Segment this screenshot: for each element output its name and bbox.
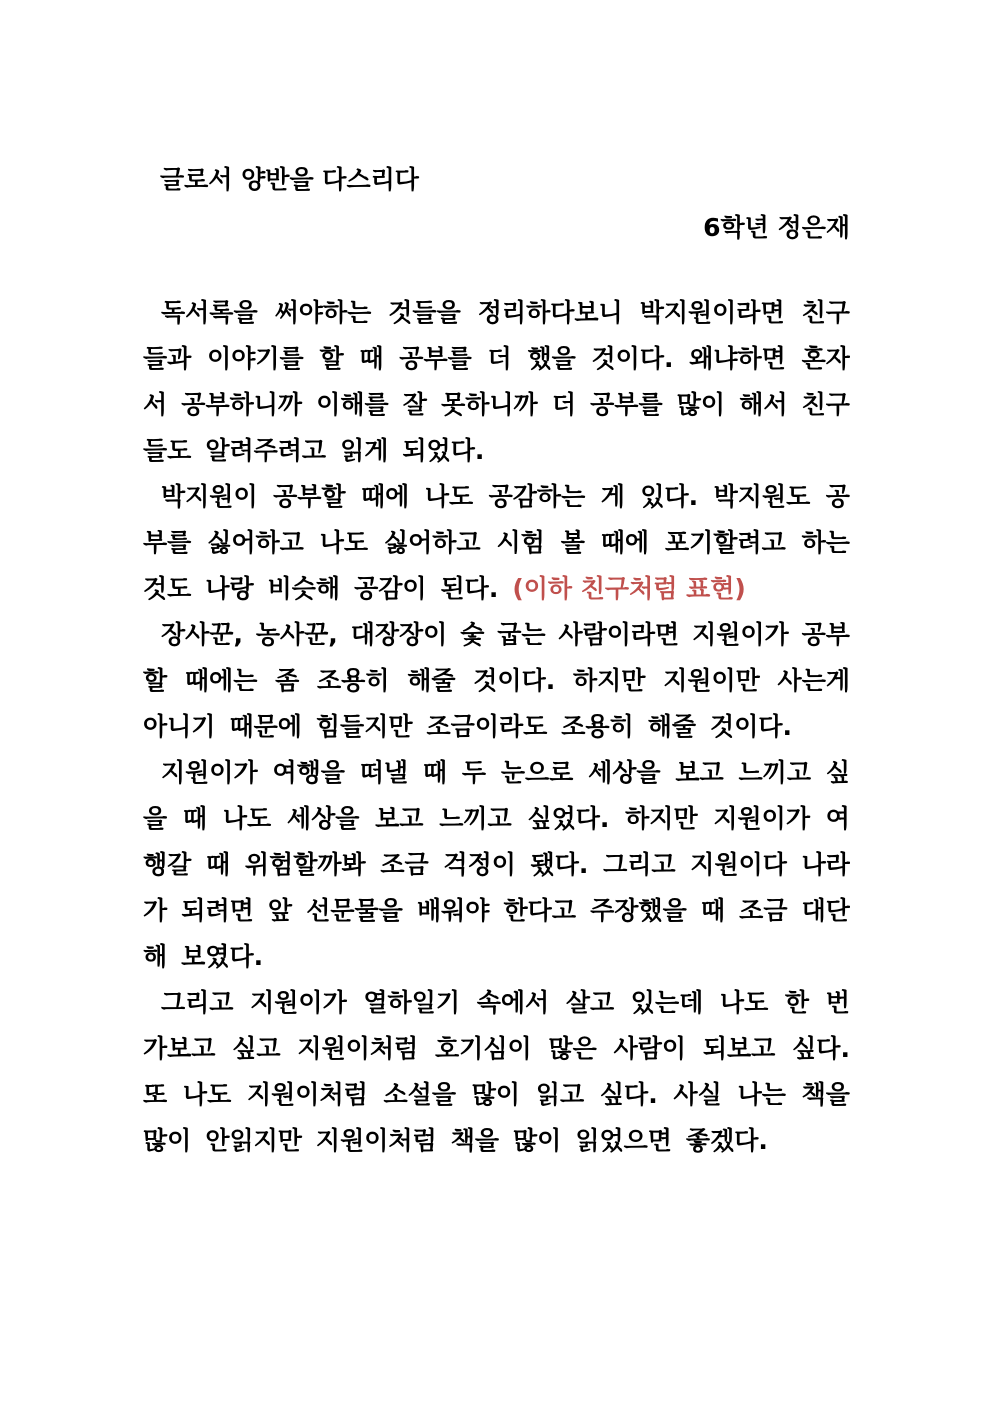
word: 때 — [700, 896, 726, 925]
text-line — [143, 474, 850, 520]
text-line — [143, 290, 850, 336]
word: 가 — [143, 896, 168, 925]
word: 장사꾼, — [161, 620, 243, 649]
word: 박지원이라면 — [639, 298, 785, 327]
word: 해줄 — [407, 666, 456, 695]
word: 여 — [825, 804, 850, 833]
word: 조금이라도 — [426, 712, 548, 741]
word: 좀 — [275, 666, 300, 695]
word: 소설을 — [383, 1080, 456, 1109]
word: 지원이처럼 — [297, 1034, 419, 1063]
document-title: 글로서 양반을 다스리다 — [160, 165, 419, 194]
word: 배워야 — [416, 896, 490, 925]
word: 보였다. — [181, 942, 264, 971]
word: 떠낼 — [359, 758, 409, 787]
word: 박지원도 — [713, 482, 811, 511]
word: 하는 — [801, 528, 850, 557]
word: 눈으로 — [500, 758, 574, 787]
word: 싫어하고 — [207, 528, 304, 557]
text-line — [143, 520, 850, 566]
text-line — [143, 336, 850, 382]
word: 한다고 — [503, 896, 576, 925]
text-line — [143, 750, 850, 796]
word: 사는게 — [777, 666, 850, 695]
word: 싶 — [825, 758, 850, 787]
word: 위험할까봐 — [244, 850, 366, 879]
word: 앞 — [267, 896, 293, 925]
word: 세상을 — [286, 804, 360, 833]
word: 해 — [143, 942, 168, 971]
word: 것도 — [143, 574, 192, 603]
word: 열하일기 — [363, 988, 461, 1017]
word: 싶었다. — [527, 804, 610, 833]
word: 비슷해 — [267, 574, 341, 603]
word: 박지원이 — [161, 482, 258, 511]
word: 조용히 — [317, 666, 390, 695]
word: 지원이다 — [690, 850, 787, 879]
word: 공부 — [801, 620, 850, 649]
word: 그리고 — [161, 988, 234, 1017]
text-line — [143, 796, 850, 842]
word: 한 — [784, 988, 810, 1017]
word: 지원이만 — [663, 666, 760, 695]
word: 싫어하고 — [383, 528, 481, 557]
word: 나라 — [801, 850, 850, 879]
word: 살고 — [565, 988, 615, 1017]
word: 행갈 — [143, 850, 192, 879]
word: 선문물을 — [306, 896, 403, 925]
text-line — [143, 1072, 850, 1118]
word: 때 — [422, 758, 448, 787]
word: 써야하는 — [274, 298, 372, 327]
word: 지원이가 — [250, 988, 347, 1017]
word: 사람이 — [613, 1034, 687, 1063]
word: 이해를 — [316, 390, 389, 419]
word: 읽고 — [535, 1080, 585, 1109]
word: 나랑 — [205, 574, 254, 603]
word: 사실 — [673, 1080, 722, 1109]
word: 것이다. — [710, 712, 792, 741]
word: 더 — [551, 390, 576, 419]
word: 지원이처럼 — [247, 1080, 368, 1109]
word: 속에서 — [476, 988, 550, 1017]
text-line — [143, 980, 850, 1026]
word: 가보고 — [143, 1034, 216, 1063]
word: 그리고 — [603, 850, 676, 879]
text-line — [143, 934, 850, 980]
word: 이야기를 — [207, 344, 304, 373]
document-author: 6학년 정은재 — [703, 213, 850, 242]
word: 공 — [825, 482, 850, 511]
word: 됐다. — [530, 850, 589, 879]
word: 공감이 — [354, 574, 427, 603]
word: 되보고 — [702, 1034, 776, 1063]
word: 싶고 — [232, 1034, 281, 1063]
word: 나도 — [424, 482, 474, 511]
word: 해줄 — [647, 712, 697, 741]
word: 공부를 — [399, 344, 472, 373]
word: 때 — [206, 850, 231, 879]
word: 지원이가 — [161, 758, 258, 787]
word: 번 — [825, 988, 850, 1017]
word: 포기할려고 — [664, 528, 786, 557]
word: 읽게 — [340, 436, 389, 465]
text-line — [143, 428, 850, 474]
word: 것들을 — [388, 298, 461, 327]
word: 숯 — [460, 620, 485, 649]
text-line — [143, 1118, 850, 1164]
word: 할 — [143, 666, 168, 695]
word: 때 — [359, 344, 384, 373]
word: 독서록을 — [161, 298, 258, 327]
paragraph — [143, 474, 850, 612]
word: 느끼고 — [738, 758, 811, 787]
word: 때에는 — [184, 666, 258, 695]
word: 부를 — [143, 528, 192, 557]
word: 왜냐하면 — [689, 344, 786, 373]
word: 또 — [143, 1080, 168, 1109]
word: 농사꾼, — [255, 620, 338, 649]
word: 시험 — [496, 528, 545, 557]
word: 많이 — [471, 1080, 521, 1109]
text-line — [143, 658, 850, 704]
word: 대장장이 — [350, 620, 448, 649]
paragraph — [143, 290, 850, 474]
word: 을 — [143, 804, 168, 833]
word: 아니기 — [143, 712, 216, 741]
word: 지원이가 — [692, 620, 789, 649]
word: 조금 — [380, 850, 429, 879]
word: 것이다. — [591, 344, 674, 373]
word: 때에 — [361, 482, 410, 511]
text-line — [143, 842, 850, 888]
word: 때에 — [600, 528, 650, 557]
word: 느끼고 — [439, 804, 512, 833]
word: 볼 — [560, 528, 585, 557]
word: 들도 — [143, 436, 192, 465]
word: 게 — [600, 482, 625, 511]
word: 것이다. — [473, 666, 556, 695]
teacher-note: (이하 친구처럼 표현) — [512, 574, 746, 603]
word: 있는데 — [630, 988, 704, 1017]
word: 된다. — [440, 574, 499, 603]
word: 호기심이 — [435, 1034, 532, 1063]
word: 보고 — [375, 804, 424, 833]
text-line — [143, 704, 850, 750]
word: 대단 — [801, 896, 850, 925]
word: 공부하니까 — [181, 390, 303, 419]
paragraph — [143, 612, 850, 750]
word: 되었다. — [402, 436, 485, 465]
word: 되려면 — [181, 896, 254, 925]
word: 많은 — [548, 1034, 597, 1063]
word: 책을 — [801, 1080, 850, 1109]
word: 하지만 — [625, 804, 698, 833]
word: 해서 — [739, 390, 788, 419]
word: 좋겠다. — [685, 1126, 768, 1155]
word: 잘 — [402, 390, 427, 419]
word: 알려주려고 — [205, 436, 327, 465]
word: 싶다. — [792, 1034, 850, 1063]
word: 여행을 — [272, 758, 345, 787]
word: 조용히 — [561, 712, 634, 741]
word: 더 — [487, 344, 512, 373]
text-line — [143, 1026, 850, 1072]
word: 많이 — [143, 1126, 192, 1155]
word: 서 — [143, 390, 168, 419]
word: 있다. — [640, 482, 699, 511]
word: 할 — [319, 344, 344, 373]
text-line — [143, 566, 850, 612]
word: 싶다. — [599, 1080, 658, 1109]
word: 했을 — [527, 344, 576, 373]
word: 공부할 — [273, 482, 346, 511]
word: 나도 — [319, 528, 369, 557]
word: 많이 — [676, 390, 726, 419]
word: 나도 — [222, 804, 272, 833]
word: 하지만 — [572, 666, 646, 695]
word: 책을 — [450, 1126, 499, 1155]
word: 나도 — [719, 988, 769, 1017]
word: 사람이라면 — [558, 620, 680, 649]
paragraph — [143, 750, 850, 980]
word: 지원이가 — [713, 804, 810, 833]
word: 보고 — [675, 758, 724, 787]
word: 친구 — [801, 298, 850, 327]
word: 나도 — [182, 1080, 232, 1109]
word: 굽는 — [497, 620, 546, 649]
word: 두 — [461, 758, 486, 787]
word: 공부를 — [590, 390, 663, 419]
word: 혼자 — [801, 344, 850, 373]
word: 공감하는 — [488, 482, 586, 511]
word: 조금 — [739, 896, 788, 925]
word: 주장했을 — [590, 896, 687, 925]
word: 나는 — [737, 1080, 786, 1109]
word: 지원이처럼 — [315, 1126, 437, 1155]
word: 걱정이 — [443, 850, 516, 879]
word: 정리하다보니 — [477, 298, 623, 327]
word: 때 — [182, 804, 208, 833]
word: 세상을 — [588, 758, 661, 787]
word: 힘들지만 — [315, 712, 413, 741]
text-line — [143, 612, 850, 658]
word: 때문에 — [229, 712, 302, 741]
word: 친구 — [801, 390, 850, 419]
text-line — [143, 888, 850, 934]
paragraph — [143, 980, 850, 1164]
document-body — [143, 290, 850, 1164]
word: 많이 — [513, 1126, 562, 1155]
word: 들과 — [143, 344, 192, 373]
text-line — [143, 382, 850, 428]
word: 읽었으면 — [575, 1126, 672, 1155]
word: 못하니까 — [441, 390, 538, 419]
word: 안읽지만 — [205, 1126, 302, 1155]
